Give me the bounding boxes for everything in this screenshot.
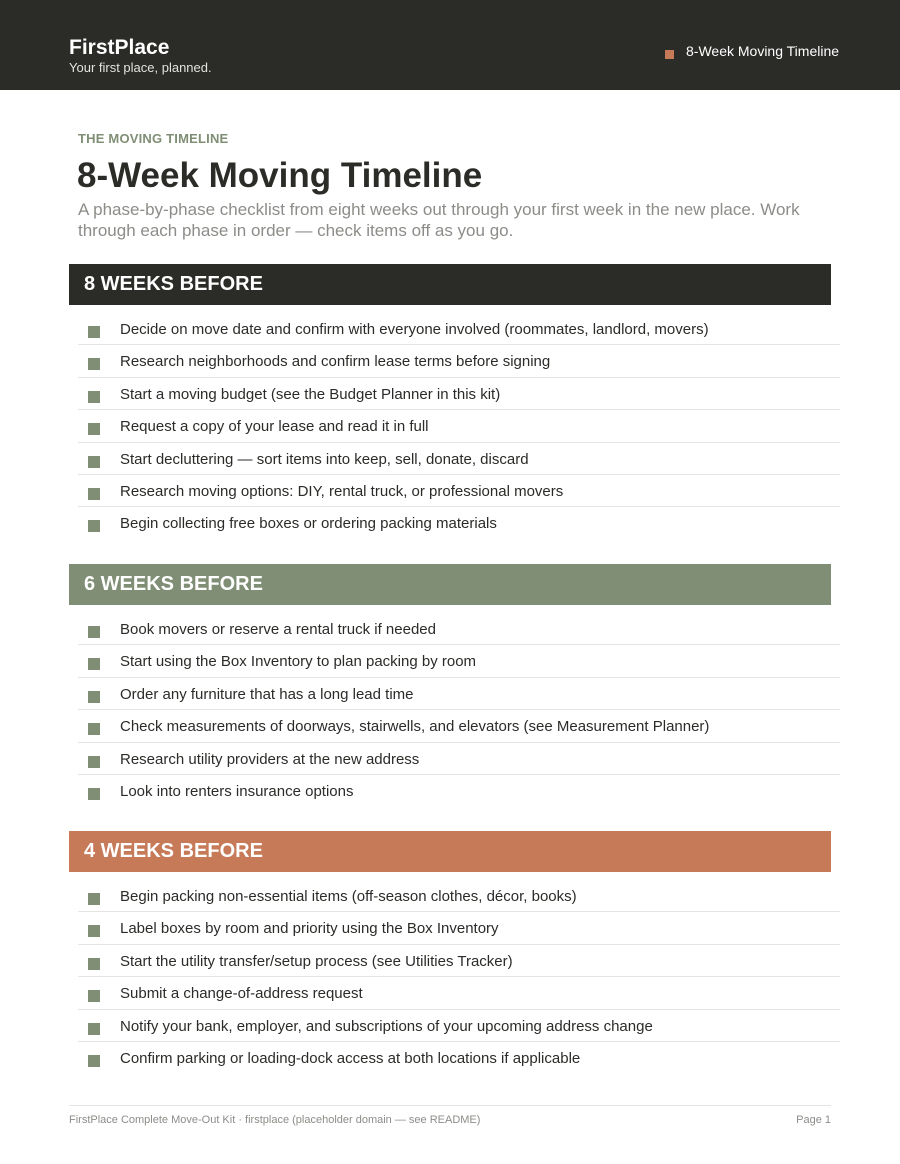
checkbox-icon[interactable]	[88, 723, 100, 735]
section-eyebrow: THE MOVING TIMELINE	[78, 131, 229, 146]
checklist-item	[78, 977, 840, 1009]
checklist	[78, 880, 840, 1074]
checklist-item-label: Book movers or reserve a rental truck if needed	[120, 621, 436, 638]
checkbox-icon[interactable]	[88, 958, 100, 970]
checklist-item-label: Notify your bank, employer, and subscriptions of your upcoming address change	[120, 1017, 653, 1035]
header-bar	[0, 0, 900, 90]
checklist-item	[78, 507, 840, 539]
checklist-item	[78, 1042, 840, 1074]
checklist-item	[78, 613, 840, 645]
checkbox-icon[interactable]	[88, 488, 100, 500]
checklist-item-label: Look into renters insurance options	[120, 782, 354, 800]
checklist-item-label: Research utility providers at the new address	[120, 750, 420, 768]
checklist-item	[78, 743, 840, 775]
checklist-item	[78, 912, 840, 944]
checklist	[78, 613, 840, 807]
checklist-item-label: Begin packing non-essential items (off-season clothes, décor, books)	[120, 888, 577, 905]
checklist-item	[78, 345, 840, 377]
checkbox-icon[interactable]	[88, 756, 100, 768]
checklist-item-label: Order any furniture that has a long lead time	[120, 685, 414, 703]
checkbox-icon[interactable]	[88, 520, 100, 532]
checklist-item	[78, 645, 840, 677]
checklist-item-label: Research moving options: DIY, rental truck, or professional movers	[120, 482, 564, 500]
checklist-item-label: Start the utility transfer/setup process (see Utilities Tracker)	[120, 952, 513, 970]
checklist-item	[78, 443, 840, 475]
brand-tagline: Your first place, planned.	[69, 60, 212, 75]
checkbox-icon[interactable]	[88, 456, 100, 468]
checklist-item	[78, 410, 840, 442]
checkbox-icon[interactable]	[88, 990, 100, 1002]
page-number: Page 1	[796, 1114, 831, 1126]
checklist-item-label: Confirm parking or loading-dock access at both locations if applicable	[120, 1049, 581, 1067]
checklist-item	[78, 710, 840, 742]
brand-name: FirstPlace	[69, 36, 170, 59]
page-subtitle: A phase-by-phase checklist from eight weeks out through your first week in the new place. Work through each phase in order — check items off as you go.	[78, 200, 800, 240]
checkbox-icon[interactable]	[88, 423, 100, 435]
checklist-item-label: Decide on move date and confirm with everyone involved (roommates, landlord, movers)	[120, 321, 709, 338]
checklist-item-label: Start using the Box Inventory to plan packing by room	[120, 653, 477, 671]
checklist-item-label: Start a moving budget (see the Budget Planner in this kit)	[120, 385, 501, 403]
checklist-item	[78, 880, 840, 912]
footer-text: FirstPlace Complete Move-Out Kit · firstplace (placeholder domain — see README)	[69, 1114, 481, 1126]
checklist-item-label: Research neighborhoods and confirm lease terms before signing	[120, 353, 551, 371]
checkbox-icon[interactable]	[88, 925, 100, 937]
checklist-item	[78, 313, 840, 345]
checklist-item	[78, 775, 840, 807]
checkbox-icon[interactable]	[88, 658, 100, 670]
checklist-item-label: Begin collecting free boxes or ordering packing materials	[120, 515, 497, 533]
checkbox-icon[interactable]	[88, 788, 100, 800]
checklist-item	[78, 1010, 840, 1042]
checkbox-icon[interactable]	[88, 691, 100, 703]
checkbox-icon[interactable]	[88, 326, 100, 338]
checklist-item-label: Submit a change-of-address request	[120, 985, 363, 1003]
checklist-item-label: Check measurements of doorways, stairwells, and elevators (see Measurement Planner)	[120, 718, 710, 736]
checklist-item	[78, 945, 840, 977]
phase-header: 4 WEEKS BEFORE	[69, 831, 831, 872]
document-label: 8-Week Moving Timeline	[686, 43, 840, 59]
checkbox-icon[interactable]	[88, 1023, 100, 1035]
checklist-item-label: Request a copy of your lease and read it in full	[120, 418, 429, 436]
checklist-item-label: Label boxes by room and priority using the Box Inventory	[120, 920, 499, 938]
checklist-item	[78, 378, 840, 410]
checklist-item-label: Start decluttering — sort items into keep, sell, donate, discard	[120, 450, 529, 468]
checklist-item	[78, 678, 840, 710]
checklist-item	[78, 475, 840, 507]
checkbox-icon[interactable]	[88, 358, 100, 370]
header-square-icon	[665, 50, 674, 59]
page-title: 8-Week Moving Timeline	[77, 156, 483, 195]
checkbox-icon[interactable]	[88, 626, 100, 638]
footer-divider	[69, 1105, 831, 1106]
checklist	[78, 313, 840, 540]
phase-header: 6 WEEKS BEFORE	[69, 564, 831, 605]
checkbox-icon[interactable]	[88, 391, 100, 403]
phase-header: 8 WEEKS BEFORE	[69, 264, 831, 305]
checkbox-icon[interactable]	[88, 1055, 100, 1067]
checkbox-icon[interactable]	[88, 893, 100, 905]
